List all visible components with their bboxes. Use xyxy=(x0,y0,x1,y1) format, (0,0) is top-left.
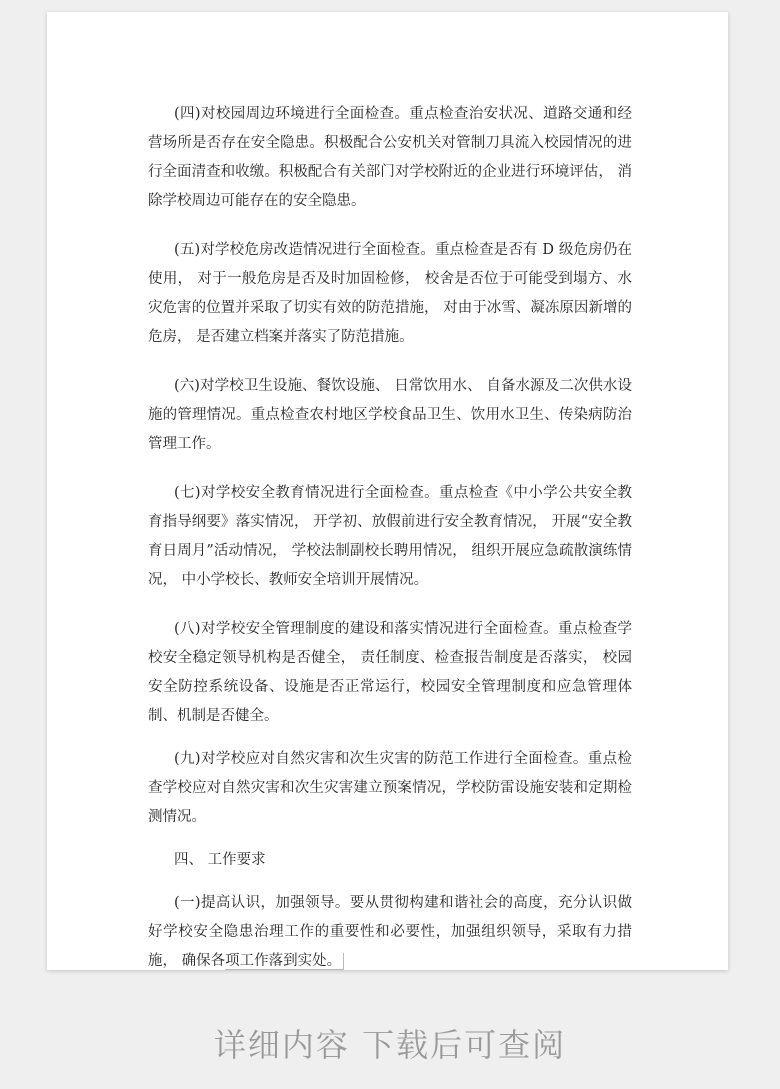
document-body xyxy=(148,100,632,976)
download-notice: 详细内容 下载后可查阅 xyxy=(213,1026,567,1064)
paragraph-5: (五)对学校危房改造情况进行全面检查。重点检查是否有 D 级危房仍在使用， 对于一般危房是否及时加固检修， 校舍是否位于可能受到塌方、水灾危害的位置并采取了切实有效的防范措施， 对由于冰雪、凝冻原因新增的危房， 是否建立档案并落实了防范措施。 xyxy=(148,242,632,345)
paragraph-9: (九)对学校应对自然灾害和次生灾害的防范工作进行全面检查。重点检查学校应对自然灾害和次生灾害建立预案情况，学校防雷设施安装和定期检测情况。 xyxy=(148,751,632,825)
paragraph-7: (七)对学校安全教育情况进行全面检查。重点检查《中小学公共安全教育指导纲要》落实情况， 开学初、放假前进行安全教育情况， 开展“安全教育日周月”活动情况， 学校法制副校长聘用情况， 组织开展应急疏散演练情况， 中小学校长、教师安全培训开展情况。 xyxy=(148,485,632,588)
paragraph-requirement-1-tail: 项工作落到实处。 xyxy=(225,953,344,970)
section-heading: 四、 工作要求 xyxy=(174,852,266,868)
paragraph-requirement-1 xyxy=(148,889,632,976)
paragraph-8: (八)对学校安全管理制度的建设和落实情况进行全面检查。重点检查学校安全稳定领导机构是否健全， 责任制度、检查报告制度是否落实， 校园安全防控系统设备、设施是否正常运行，校园安全管理制度和应急管理体制、机制是否健全。 xyxy=(148,621,632,724)
paragraph-6: (六)对学校卫生设施、餐饮设施、 日常饮用水、 自备水源及二次供水设施的管理情况。重点检查农村地区学校食品卫生、饮用水卫生、传染病防治管理工作。 xyxy=(148,378,632,452)
paragraph-4: (四)对校园周边环境进行全面检查。重点检查治安状况、道路交通和经营场所是否存在安全隐患。积极配合公安机关对管制刀具流入校园情况的进行全面清查和收缴。积极配合有关部门对学校附近的企业进行环境评估， 消除学校周边可能存在的安全隐患。 xyxy=(148,106,632,209)
document-page xyxy=(47,12,728,970)
paragraph-requirement-1-main: (一)提高认识，加强领导。要从贯彻构建和谐社会的高度，充分认识做好学校安全隐患治理工作的重要性和必要性，加强组织领导，采取有力措施， 确保各 xyxy=(148,895,632,969)
